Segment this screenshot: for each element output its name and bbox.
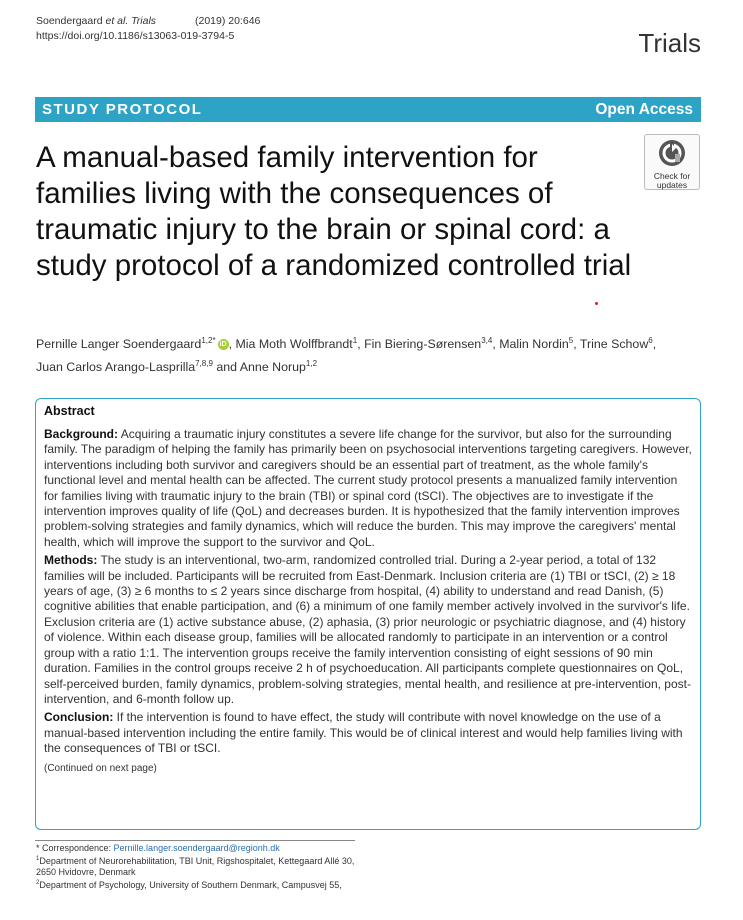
affiliation-text: Department of Psychology, University of Southern Denmark, Campusvej 55, [39, 880, 342, 890]
author-list: Pernille Langer Soendergaard$^{1,2*}$ iD , Mia Moth Wolffbrandt$^1$, Fin Biering-Sørensen$^{3,4}$, Malin Nordin$^5$, Trine Schow$^6$, Juan Carlos Arango-Lasprilla$^{7,8,9}$ and Anne Norup$^{1,2}$ [36, 336, 657, 375]
background-text: Acquiring a traumatic injury constitutes a severe life change for the survivor, but also for the surrounding family. The paradigm of helping the family has primarily been on psychosocial interventions targeting caregivers. However, interventions including both survivor and caregivers should be an essential part of treatment, as the whole family's functional level and mental health can be affected. The current study protocol presents a manualized family intervention for families living with traumatic injury to the brain (TBI) or spinal cord (tSCI). The objectives are to investigate if the intervention improves quality of life (QoL) and decreases burden. It is hypothesized that the family intervention improves problem-solving strategies and family dynamics, which will reduce the burden. This may improve the caregivers' mental health, which will improve the support to the survivor and QoL. [44, 427, 692, 549]
check-for-updates-icon [658, 139, 686, 167]
article-title: A manual-based family intervention for families living with the consequences of traumatic injury to the brain or spinal cord: a study protocol of a randomized controlled trial [36, 141, 632, 282]
citation-etal: et al. Trials [105, 15, 157, 27]
author-name[interactable]: and Anne Norup [212, 360, 306, 375]
author-name[interactable]: , Malin Nordin [492, 337, 569, 352]
citation-header [36, 14, 288, 44]
methods-label: Methods: [44, 553, 98, 568]
author-name[interactable]: , Trine Schow [573, 337, 649, 352]
doi-link[interactable]: https://doi.org/10.1186/s13063-019-3794-5 [36, 30, 235, 42]
correspondence-email-link[interactable]: Pernille.langer.soendergaard@regionh.dk [113, 843, 280, 853]
author-affiliation: 1 [352, 336, 358, 345]
background-label: Background: [44, 427, 119, 441]
conclusion-text: If the intervention is found to have effect, the study will contribute with novel knowledge on the use of a manual-based intervention including the entire family. This would be of clinical interest and would help families living with the consequences of TBI or tSCI. [44, 710, 683, 756]
author-affiliation: 5 [568, 336, 574, 345]
check-for-updates-line2: updates [656, 180, 688, 190]
orcid-icon[interactable]: iD [219, 341, 227, 349]
abstract-heading: Abstract [44, 404, 95, 418]
affiliation-number: 1 [36, 856, 40, 862]
correspondence [36, 843, 366, 854]
footnote-divider [35, 840, 355, 841]
red-dot-mark [595, 302, 598, 305]
affiliation-text: Department of Neurorehabilitation, TBI Unit, Rigshospitalet, Kettegaard Allé 30, 2650 Hvidovre, Denmark [36, 856, 355, 877]
author-name[interactable]: Juan Carlos Arango-Lasprilla [36, 360, 196, 375]
author-affiliation: 7,8,9 [195, 359, 213, 369]
footnotes [36, 843, 366, 891]
author-affiliation: 3,4 [481, 336, 493, 345]
abstract-methods [44, 553, 692, 707]
abstract-conclusion [44, 710, 692, 756]
abstract-box [35, 398, 701, 830]
check-for-updates-button[interactable] [644, 134, 700, 190]
citation-author-name: Soendergaard [36, 15, 106, 27]
continued-note: (Continued on next page) [44, 762, 157, 774]
affiliation-1 [36, 854, 366, 878]
author-affiliation: 1,2 [305, 359, 318, 369]
author-name[interactable]: , Mia Moth Wolffbrandt [228, 337, 353, 352]
author-affiliation: 1,2* [201, 336, 216, 345]
check-for-updates-line1: Check for [653, 170, 691, 181]
methods-text: The study is an interventional, two-arm, randomized controlled trial. During a 2-year period, a total of 132 families will be included. Participants will be recruited from East-Denmark. Inclusion criteria are (1) TBI or tSCI, (2) ≥ 18 years of age, (3) ≥ 6 months to ≤ 2 years since discharge from hospital, (4) ability to understand and read Danish, (5) cognitive abilities that enable participation, and (6) a minimum of one family member actively involved in the survivor's life. Exclusion criteria are (1) active substance abuse, (2) aphasia, (3) prior neurologic or psychiatric diagnose, and (4) history of violence. Within each disease group, families will be allocated randomly to participate in an intervention or a control group with a ratio 1:1. The intervention groups receive the family intervention consisting of eight sessions of 90 min duration. Families in the control groups receive 2 h of psychoeducation. All participants complete questionnaires on QoL, self-perceived burden, family dynamics, problem-solving strategies, mental health, and resilience at pre-intervention, post-intervention, and 6-month follow up. [44, 553, 691, 706]
journal-name: Trials [638, 28, 701, 58]
article-type: STUDY PROTOCOL [42, 101, 203, 118]
abstract-background [44, 427, 692, 550]
affiliation-number: 2 [36, 880, 40, 886]
author-name[interactable]: Pernille Langer Soendergaard [36, 337, 202, 352]
open-access-label: Open Access [595, 100, 693, 118]
conclusion-label: Conclusion: [44, 710, 114, 725]
affiliation-2 [36, 878, 366, 891]
citation-year: (2019) 20:646 [194, 15, 261, 27]
article-type-banner [35, 97, 701, 122]
citation-authors [36, 15, 156, 27]
author-affiliation: 6 [648, 336, 653, 345]
author-name[interactable]: , Fin Biering-Sørensen [357, 337, 482, 352]
correspondence-label: * Correspondence: [36, 843, 114, 853]
